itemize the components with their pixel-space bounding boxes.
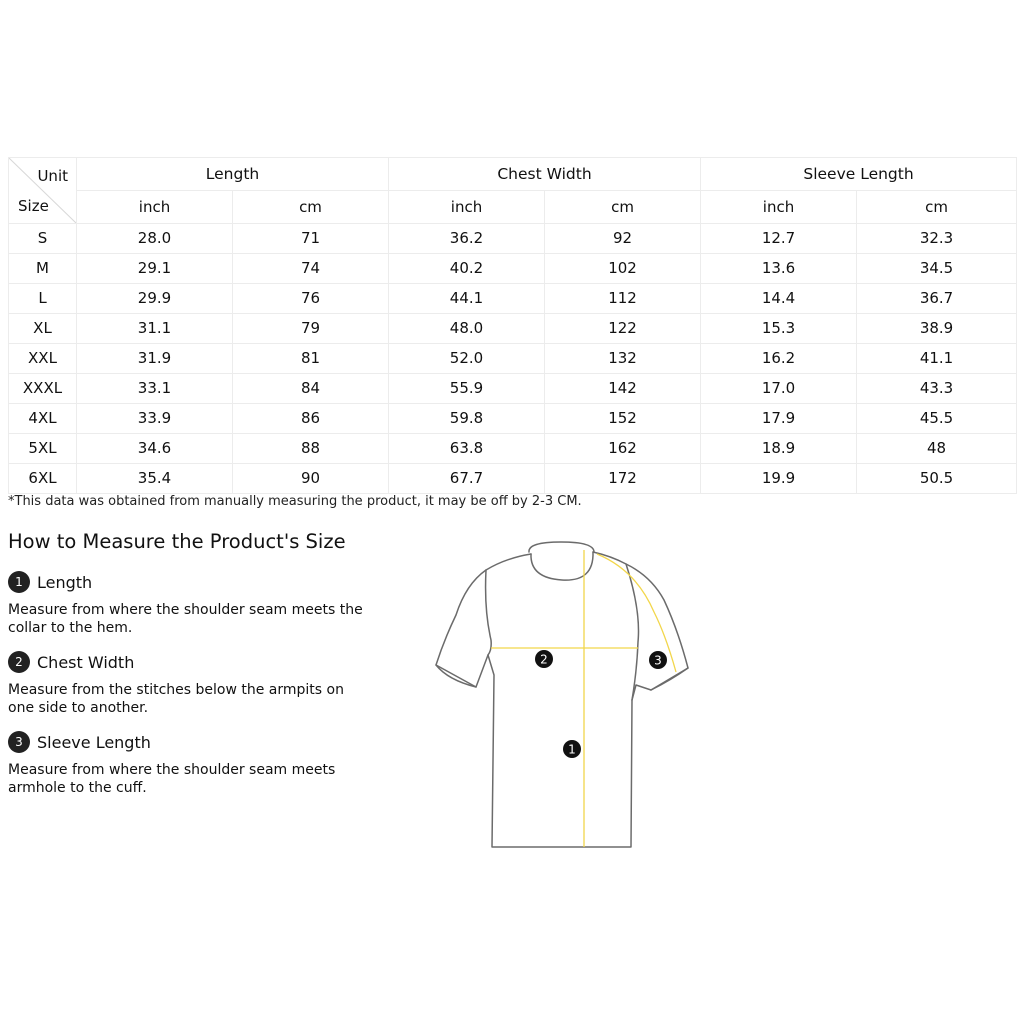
- measurement-cell: 84: [233, 374, 389, 404]
- measurement-cell: 40.2: [389, 254, 545, 284]
- measurement-cell: 12.7: [701, 224, 857, 254]
- corner-size-label: Size: [18, 197, 49, 215]
- measurement-cell: 36.2: [389, 224, 545, 254]
- table-row: [9, 314, 1017, 344]
- size-label-cell: L: [9, 284, 77, 314]
- measurement-cell: 17.9: [701, 404, 857, 434]
- t-shirt-outline-icon: [436, 542, 688, 847]
- sleeve-length-item-description: Measure from where the shoulder seam meets armhole to the cuff.: [8, 762, 336, 796]
- measurement-cell: 52.0: [389, 344, 545, 374]
- unit-header-cell: inch: [701, 191, 857, 224]
- measurement-cell: 102: [545, 254, 701, 284]
- measurement-cell: 71: [233, 224, 389, 254]
- length-item-title: [8, 570, 92, 594]
- measurement-cell: 15.3: [701, 314, 857, 344]
- chest-width-item-title: [8, 650, 134, 674]
- size-label-cell: XXL: [9, 344, 77, 374]
- measurement-cell: 43.3: [857, 374, 1017, 404]
- measurement-cell: 162: [545, 434, 701, 464]
- size-label-cell: 6XL: [9, 464, 77, 494]
- marker-1-label: 1: [568, 742, 576, 757]
- measurement-cell: 50.5: [857, 464, 1017, 494]
- table-row: [9, 254, 1017, 284]
- measurement-cell: 29.9: [77, 284, 233, 314]
- measurement-cell: 152: [545, 404, 701, 434]
- sleeve-length-item-title: [8, 730, 151, 754]
- measurement-cell: 63.8: [389, 434, 545, 464]
- unit-header-cell: cm: [233, 191, 389, 224]
- measurement-cell: 31.1: [77, 314, 233, 344]
- unit-header-cell: cm: [857, 191, 1017, 224]
- group-header-chest-width: Chest Width: [389, 158, 701, 191]
- measurement-cell: 88: [233, 434, 389, 464]
- measurement-cell: 34.6: [77, 434, 233, 464]
- chest-width-item-label: Chest Width: [37, 652, 135, 672]
- measurement-cell: 17.0: [701, 374, 857, 404]
- group-header-length: Length: [77, 158, 389, 191]
- table-row: [9, 344, 1017, 374]
- measurement-cell: 41.1: [857, 344, 1017, 374]
- measurement-cell: 79: [233, 314, 389, 344]
- measurement-cell: 132: [545, 344, 701, 374]
- measurement-cell: 81: [233, 344, 389, 374]
- marker-2-label: 2: [540, 652, 548, 667]
- measurement-cell: 35.4: [77, 464, 233, 494]
- table-row: [9, 464, 1017, 494]
- measurement-cell: 18.9: [701, 434, 857, 464]
- marker-1-icon: [563, 740, 581, 758]
- measurement-guides: [491, 550, 676, 847]
- measurement-cell: 36.7: [857, 284, 1017, 314]
- measurement-cell: 59.8: [389, 404, 545, 434]
- table-row: [9, 374, 1017, 404]
- measurement-cell: 142: [545, 374, 701, 404]
- size-label-cell: 5XL: [9, 434, 77, 464]
- measurement-cell: 33.9: [77, 404, 233, 434]
- measurement-cell: 13.6: [701, 254, 857, 284]
- size-label-cell: 4XL: [9, 404, 77, 434]
- measurement-cell: 90: [233, 464, 389, 494]
- measurement-cell: 67.7: [389, 464, 545, 494]
- measurement-cell: 28.0: [77, 224, 233, 254]
- marker-2-icon: [535, 650, 553, 668]
- measurement-cell: 44.1: [389, 284, 545, 314]
- measurement-cell: 172: [545, 464, 701, 494]
- corner-unit-label: Unit: [37, 167, 68, 185]
- measurement-cell: 38.9: [857, 314, 1017, 344]
- measurement-cell: 76: [233, 284, 389, 314]
- group-header-sleeve-length: Sleeve Length: [701, 158, 1017, 191]
- measurement-cell: 34.5: [857, 254, 1017, 284]
- measurement-cell: 14.4: [701, 284, 857, 314]
- measurement-cell: 48.0: [389, 314, 545, 344]
- length-item-label: Length: [37, 572, 93, 592]
- size-chart-table: [8, 157, 1017, 494]
- number-1-badge-icon: 1: [8, 571, 30, 593]
- measurement-cell: 16.2: [701, 344, 857, 374]
- size-label-cell: XL: [9, 314, 77, 344]
- how-to-title: How to Measure the Product's Size: [8, 530, 346, 553]
- measurement-cell: 122: [545, 314, 701, 344]
- corner-cell: [9, 158, 77, 224]
- number-3-badge-icon: 3: [8, 731, 30, 753]
- measurement-cell: 86: [233, 404, 389, 434]
- group-header-row: [9, 158, 1017, 191]
- measurement-cell: 29.1: [77, 254, 233, 284]
- size-label-cell: M: [9, 254, 77, 284]
- length-item-description: Measure from where the shoulder seam meets the collar to the hem.: [8, 602, 363, 636]
- unit-header-cell: cm: [545, 191, 701, 224]
- measurement-cell: 45.5: [857, 404, 1017, 434]
- measurement-cell: 74: [233, 254, 389, 284]
- measurement-note: *This data was obtained from manually measuring the product, it may be off by 2-3 CM.: [8, 494, 582, 509]
- table-row: [9, 434, 1017, 464]
- measurement-cell: 33.1: [77, 374, 233, 404]
- measurement-cell: 31.9: [77, 344, 233, 374]
- size-rows: [9, 224, 1017, 494]
- number-2-badge-icon: 2: [8, 651, 30, 673]
- table-row: [9, 284, 1017, 314]
- measurement-cell: 92: [545, 224, 701, 254]
- unit-header-row: [9, 191, 1017, 224]
- unit-header-cell: inch: [77, 191, 233, 224]
- table-row: [9, 224, 1017, 254]
- table-row: [9, 404, 1017, 434]
- marker-3-icon: [649, 651, 667, 669]
- chest-width-item-description: Measure from the stitches below the armpits on one side to another.: [8, 682, 344, 716]
- measurement-cell: 55.9: [389, 374, 545, 404]
- measurement-cell: 19.9: [701, 464, 857, 494]
- sleeve-length-item-label: Sleeve Length: [37, 732, 151, 752]
- t-shirt-diagram: [426, 540, 706, 860]
- size-label-cell: S: [9, 224, 77, 254]
- measurement-cell: 48: [857, 434, 1017, 464]
- marker-3-label: 3: [654, 653, 662, 668]
- unit-header-cell: inch: [389, 191, 545, 224]
- size-label-cell: XXXL: [9, 374, 77, 404]
- measurement-cell: 112: [545, 284, 701, 314]
- measurement-cell: 32.3: [857, 224, 1017, 254]
